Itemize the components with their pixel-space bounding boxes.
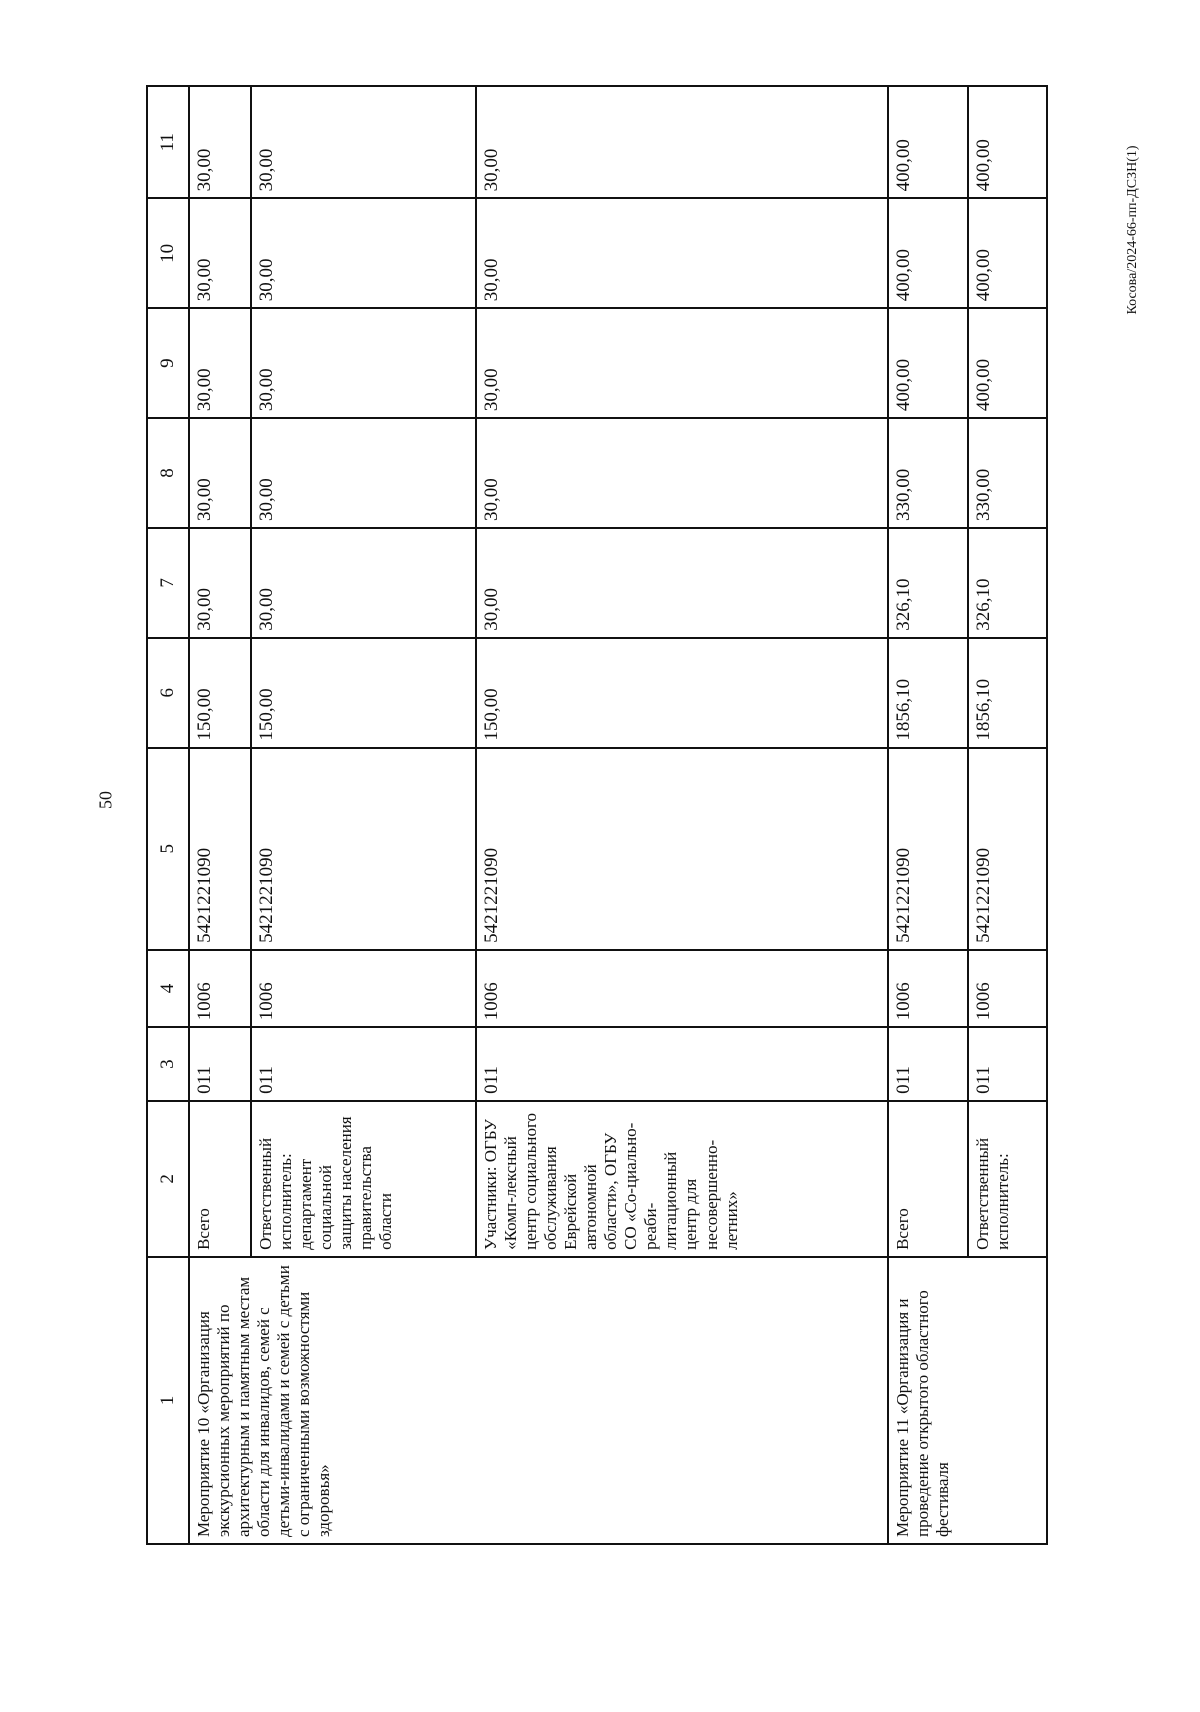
table-row: [888, 86, 968, 1544]
table-row: [189, 86, 251, 1544]
column-header: 8: [147, 418, 189, 528]
year-value-cell: 30,00: [476, 198, 888, 308]
budget-table: [146, 85, 1048, 1545]
code-cell: 011: [968, 1027, 1047, 1101]
column-header: 4: [147, 950, 189, 1027]
column-header: 7: [147, 528, 189, 638]
year-value-cell: 30,00: [189, 528, 251, 638]
year-value-cell: 30,00: [251, 418, 476, 528]
target-article-cell: 5421221090: [968, 748, 1047, 950]
total-cell: 150,00: [476, 638, 888, 748]
total-cell: 150,00: [189, 638, 251, 748]
measure-name-cell: Мероприятие 11 «Организация и проведение открытого областного фестиваля: [888, 1257, 1047, 1544]
target-article-cell: 5421221090: [476, 748, 888, 950]
participants-cell: Участники: ОГБУ «Комп-лексный центр социального обслуживания Еврейской автономной области», ОГБУ СО «Со-циально-реаби-литационный центр для несовершенно-летних»: [476, 1101, 888, 1257]
year-value-cell: 30,00: [189, 418, 251, 528]
year-value-cell: 400,00: [968, 198, 1047, 308]
code-cell: 011: [189, 1027, 251, 1101]
total-cell: 150,00: [251, 638, 476, 748]
executor-cell: Всего: [189, 1101, 251, 1257]
section-cell: 1006: [251, 950, 476, 1027]
document-code: Косова/2024-66-пп-ДСЗН(1): [1125, 145, 1140, 315]
column-header: 11: [147, 86, 189, 198]
year-value-cell: 400,00: [888, 198, 968, 308]
section-cell: 1006: [968, 950, 1047, 1027]
year-value-cell: 30,00: [251, 528, 476, 638]
executor-cell: Всего: [888, 1101, 968, 1257]
year-value-cell: 326,10: [888, 528, 968, 638]
year-value-cell: 30,00: [251, 308, 476, 418]
column-header: 9: [147, 308, 189, 418]
year-value-cell: 30,00: [189, 198, 251, 308]
year-value-cell: 30,00: [476, 418, 888, 528]
column-header: 3: [147, 1027, 189, 1101]
executor-cell: Ответственный исполнитель:: [968, 1101, 1047, 1257]
section-cell: 1006: [888, 950, 968, 1027]
column-header: 10: [147, 198, 189, 308]
column-header: 1: [147, 1257, 189, 1544]
year-value-cell: 30,00: [476, 528, 888, 638]
year-value-cell: 30,00: [189, 308, 251, 418]
header-row: [147, 86, 189, 1544]
target-article-cell: 5421221090: [189, 748, 251, 950]
budget-table-container: [146, 85, 1046, 1545]
year-value-cell: 30,00: [476, 308, 888, 418]
year-value-cell: 30,00: [476, 86, 888, 198]
executor-cell: Ответственный исполнитель: департамент социальной защиты населения правительства области: [251, 1101, 476, 1257]
total-cell: 1856,10: [968, 638, 1047, 748]
target-article-cell: 5421221090: [888, 748, 968, 950]
page-number: 50: [95, 791, 116, 809]
measure-name-cell: Мероприятие 10 «Организация экскурсионных мероприятий по архитектурным и памятным местам области для инвалидов, семей с детьми-инвалидами и семей с детьми с ограниченными возможностями здоровья»: [189, 1257, 888, 1544]
year-value-cell: 330,00: [968, 418, 1047, 528]
total-cell: 1856,10: [888, 638, 968, 748]
column-header: 2: [147, 1101, 189, 1257]
column-header: 6: [147, 638, 189, 748]
year-value-cell: 400,00: [888, 86, 968, 198]
year-value-cell: 30,00: [189, 86, 251, 198]
year-value-cell: 326,10: [968, 528, 1047, 638]
target-article-cell: 5421221090: [251, 748, 476, 950]
column-header: 5: [147, 748, 189, 950]
code-cell: 011: [888, 1027, 968, 1101]
section-cell: 1006: [189, 950, 251, 1027]
year-value-cell: 30,00: [251, 198, 476, 308]
year-value-cell: 400,00: [968, 86, 1047, 198]
code-cell: 011: [251, 1027, 476, 1101]
section-cell: 1006: [476, 950, 888, 1027]
year-value-cell: 400,00: [888, 308, 968, 418]
year-value-cell: 330,00: [888, 418, 968, 528]
year-value-cell: 30,00: [251, 86, 476, 198]
year-value-cell: 400,00: [968, 308, 1047, 418]
code-cell: 011: [476, 1027, 888, 1101]
